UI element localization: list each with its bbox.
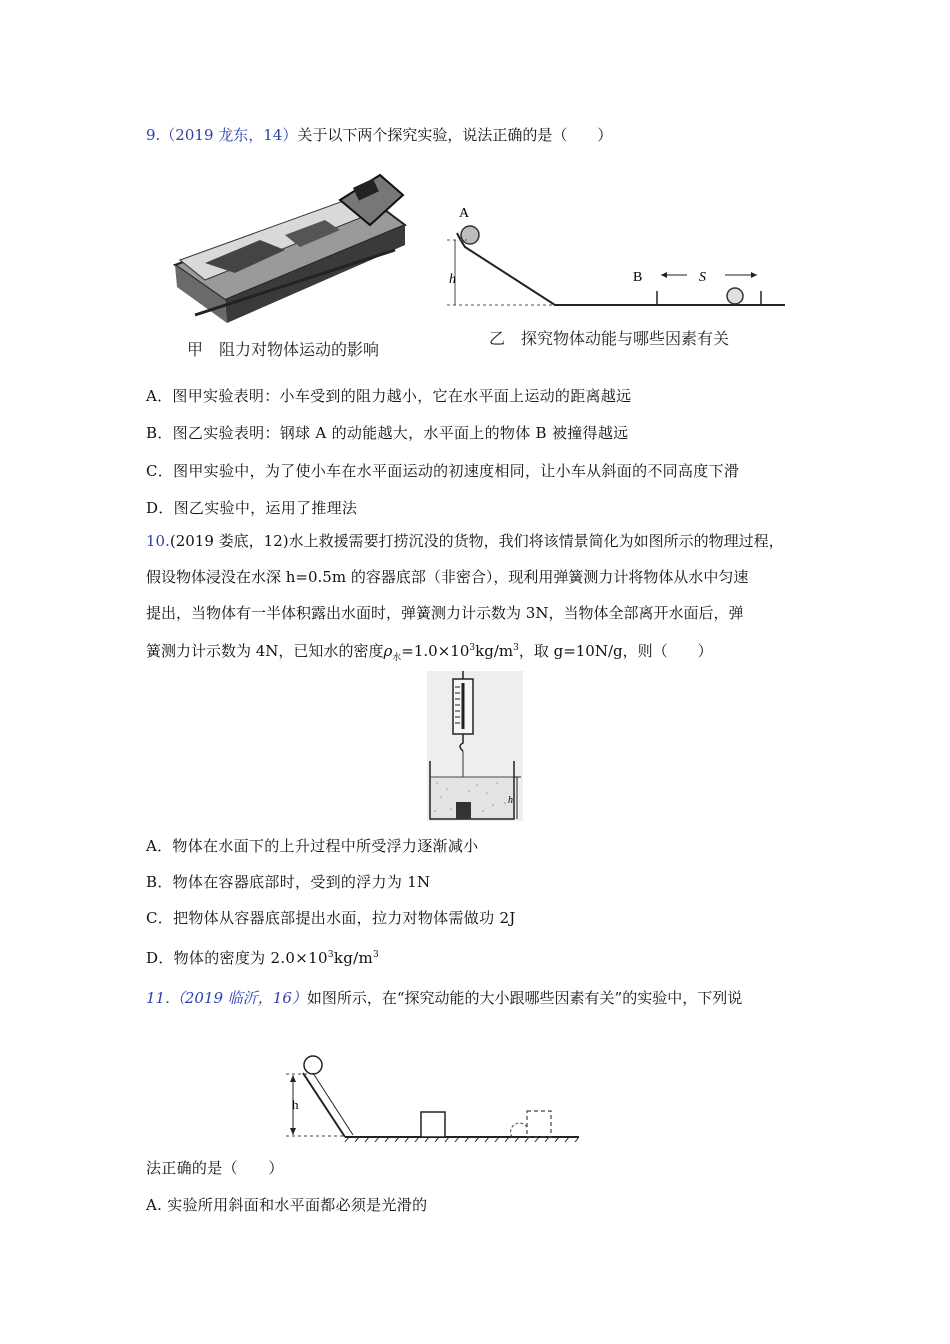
- q10-figure: [427, 671, 523, 821]
- q10-line-4-c: kg/m: [475, 642, 514, 660]
- q10-line-4: [146, 637, 713, 669]
- q9-stem: 关于以下两个探究实验，说法正确的是（ ）: [297, 126, 613, 144]
- q11-stem-line: [146, 987, 742, 1009]
- q9-option-b: B．图乙实验表明：钢球 A 的动能越大，水平面上的物体 B 被撞得越远: [146, 424, 629, 442]
- q10-option-d-a: D．物体的密度为 2.0×10: [146, 949, 328, 967]
- ball-icon: [304, 1056, 322, 1074]
- q10-line-4-b: =1.0×10: [401, 642, 470, 660]
- q9-stem-line: [146, 124, 612, 146]
- q10-exponent-1: 3: [469, 643, 476, 653]
- q11-stem: 如图所示，在“探究动能的大小跟哪些因素有关”的实验中，下列说: [306, 989, 743, 1007]
- q9-option-d: D．图乙实验中，运用了推理法: [146, 499, 358, 517]
- q9-fig-label-h: h: [449, 272, 456, 287]
- q9-option-a: A．图甲实验表明：小车受到的阻力越小，它在水平面上运动的距离越远: [146, 387, 632, 405]
- q9-caption-yi: 乙 探究物体动能与哪些因素有关: [489, 329, 730, 348]
- q10-option-d-exp-1: 3: [327, 950, 334, 960]
- q10-fig-label-h: h: [508, 795, 513, 806]
- q10-exponent-2: 3: [513, 643, 519, 653]
- q9-option-c: C．图甲实验中，为了使小车在水平面运动的初速度相同，让小车从斜面的不同高度下滑: [146, 462, 740, 480]
- q9-fig-label-b: B: [633, 270, 643, 285]
- wooden-block-icon: [421, 1112, 445, 1137]
- q10-option-c: C．把物体从容器底部提出水面，拉力对物体需做功 2J: [146, 909, 516, 927]
- q11-source: 11.（2019 临沂，16）: [146, 989, 307, 1007]
- q10-option-a: A．物体在水面下的上升过程中所受浮力逐渐减小: [146, 837, 479, 855]
- q10-line-2: 假设物体浸没在水深 h=0.5m 的容器底部（非密合），现利用弹簧测力计将物体从水中匀速: [146, 568, 749, 586]
- ball-a-icon: [461, 226, 479, 244]
- q11-stem-cont: 法正确的是（ ）: [146, 1159, 284, 1177]
- q10-option-d-exp-2: 3: [373, 950, 380, 960]
- cargo-block-icon: [456, 802, 471, 819]
- q10-line-1: [146, 530, 784, 552]
- q9-figure-yi: [437, 195, 787, 320]
- q10-source: 10.: [146, 532, 170, 550]
- q9-fig-label-a: A: [459, 206, 470, 221]
- q10-option-d: [146, 944, 379, 969]
- rho-symbol: ρ: [383, 642, 393, 660]
- q9-figure-jia: [165, 165, 410, 335]
- q11-fig-label-h: h: [292, 1097, 299, 1112]
- q11-option-a: A. 实验所用斜面和水平面都必须是光滑的: [146, 1196, 428, 1214]
- ball-icon: [727, 288, 743, 304]
- q11-figure: [283, 1053, 583, 1143]
- q10-option-d-b: kg/m: [333, 949, 374, 967]
- q10-option-b: B．物体在容器底部时，受到的浮力为 1N: [146, 873, 431, 891]
- q9-caption-jia: 甲 阻力对物体运动的影响: [187, 340, 380, 359]
- q10-line-4-d: ，取 g=10N/g，则（ ）: [518, 642, 713, 660]
- rho-subscript: 水: [392, 653, 402, 663]
- q10-line-1-text: (2019 娄底，12)水上救援需要打捞沉没的货物，我们将该情景简化为如图所示的物理过程，: [169, 532, 784, 550]
- q10-line-3: 提出，当物体有一半体积露出水面时，弹簧测力计示数为 3N，当物体全部离开水面后，弹: [146, 604, 744, 622]
- q10-line-4-a: 簧测力计示数为 4N，已知水的密度: [146, 642, 384, 660]
- q9-source: 9.（2019 龙东，14）: [146, 126, 298, 144]
- q9-fig-label-s: S: [699, 270, 706, 285]
